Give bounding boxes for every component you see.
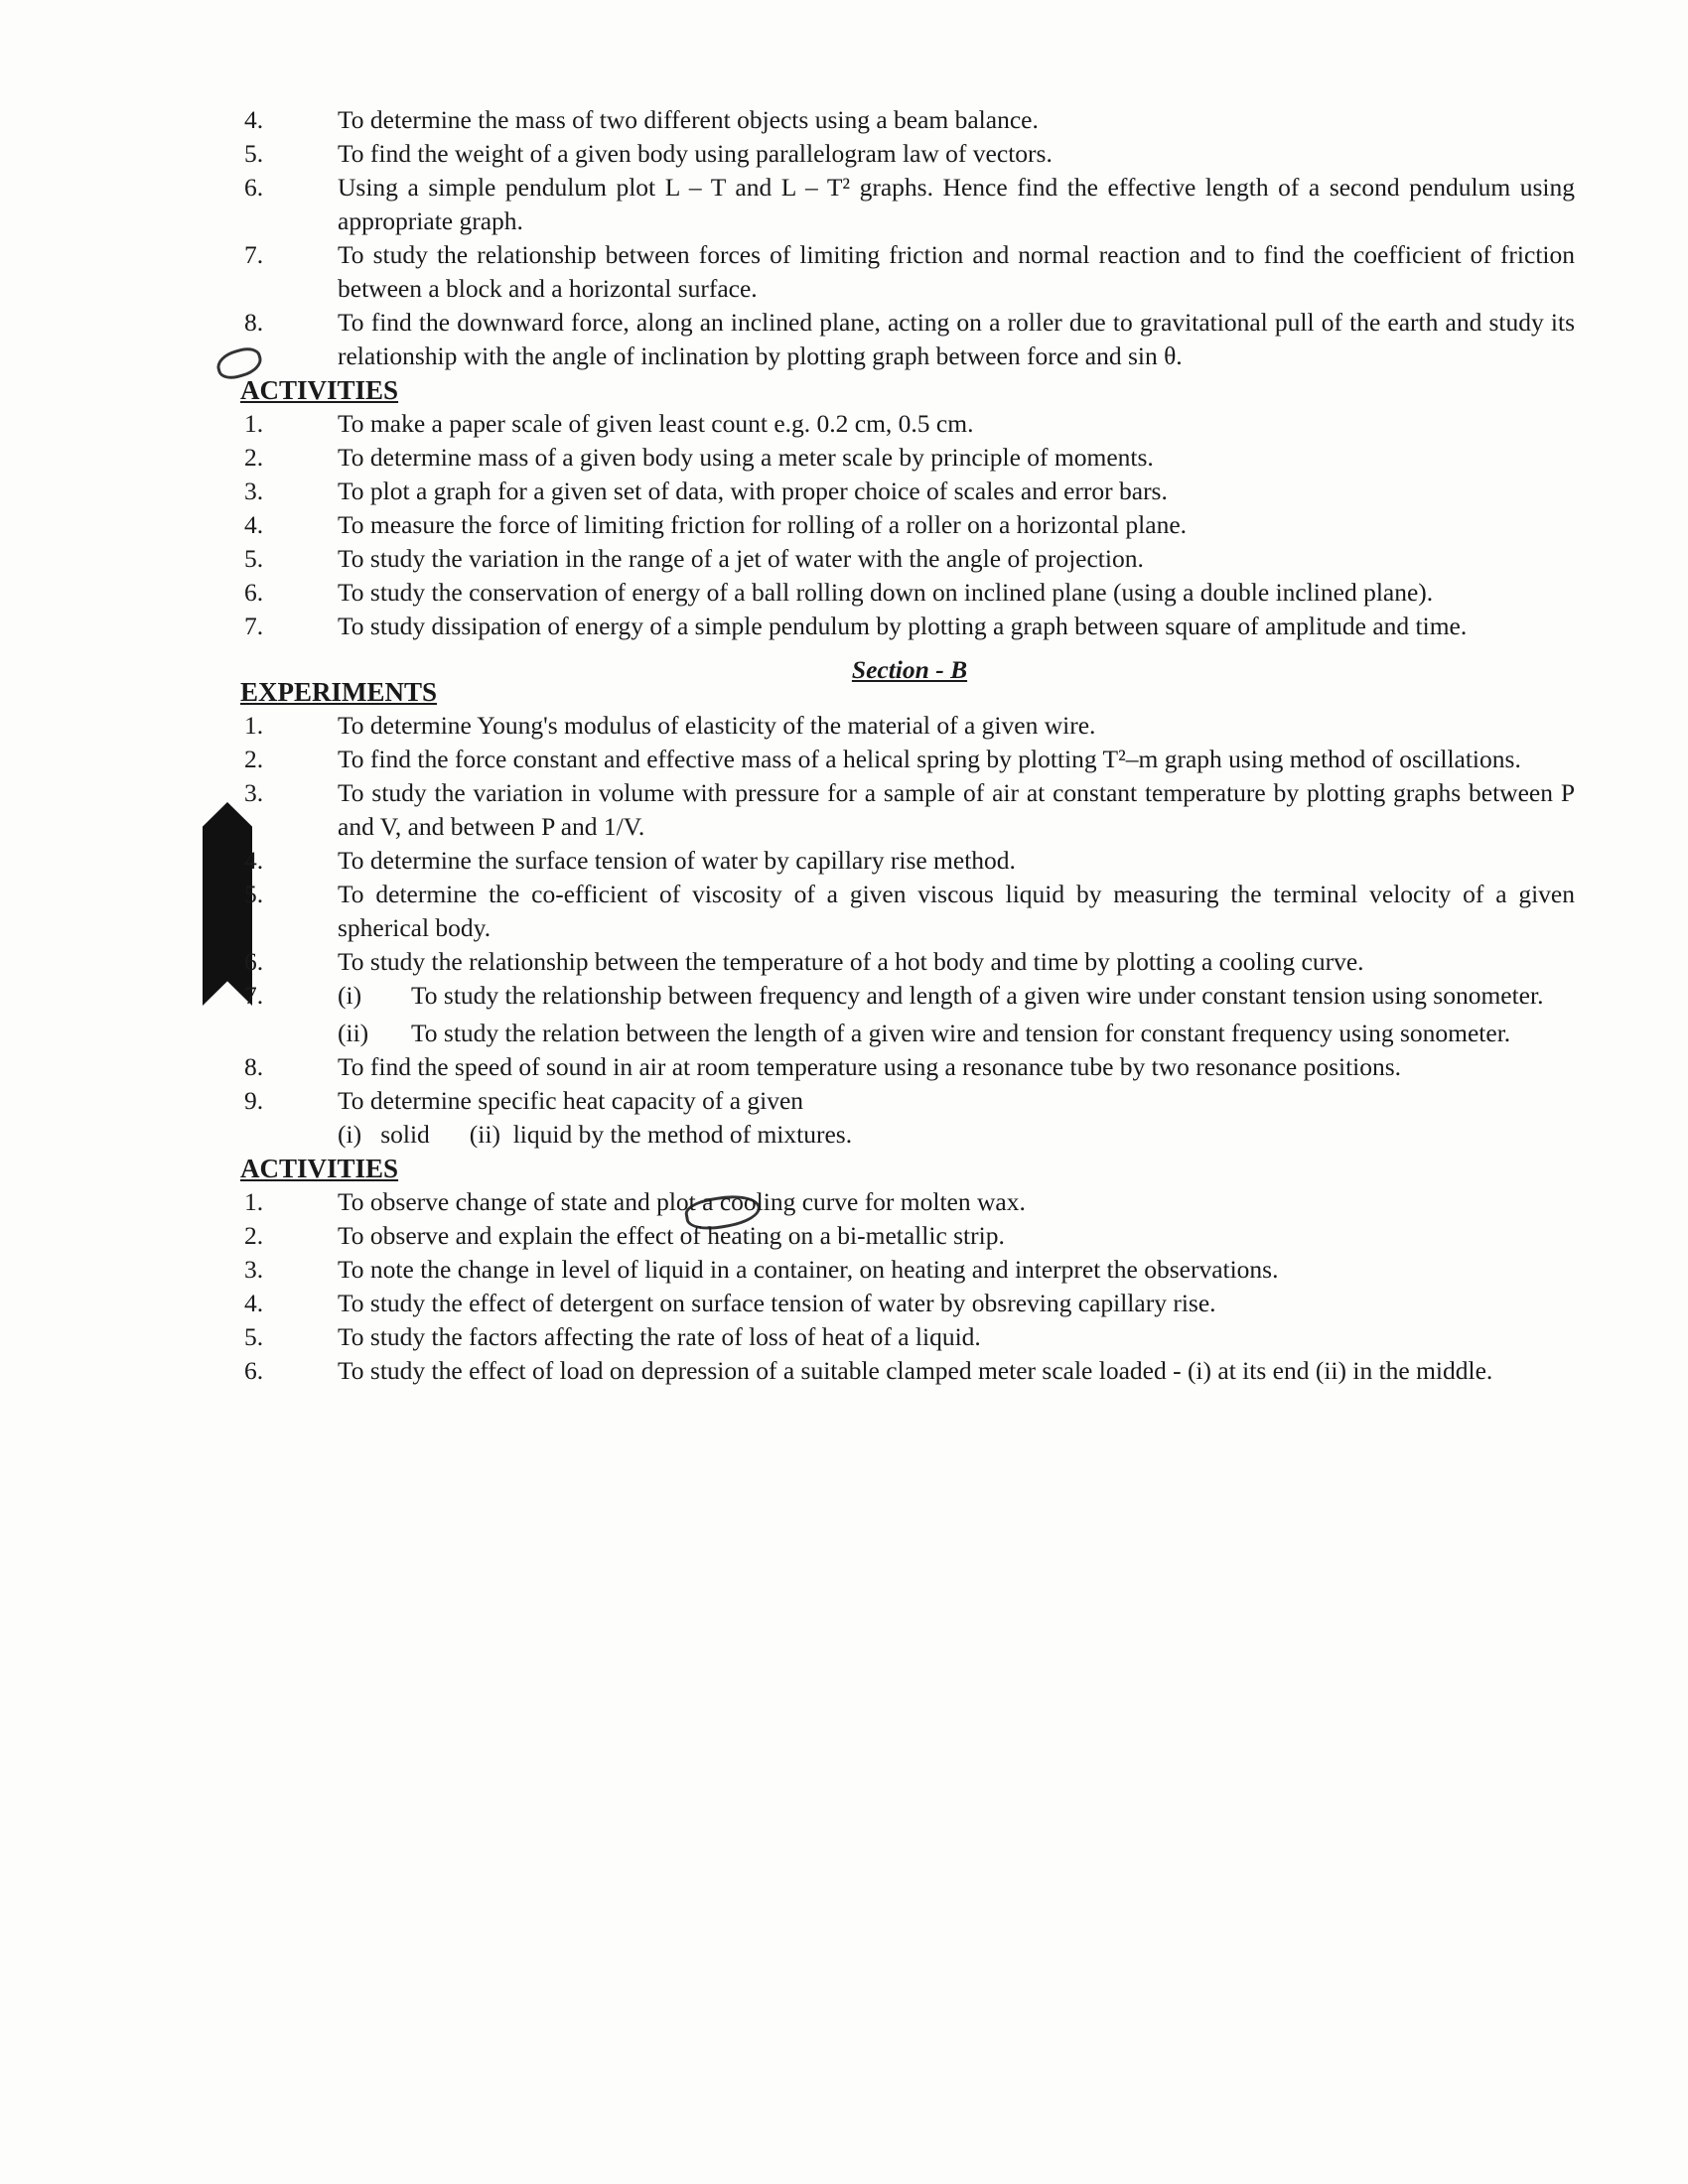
item-number: 8. bbox=[244, 1052, 264, 1081]
list-item bbox=[244, 576, 1575, 610]
section-b-title: Section - B bbox=[851, 655, 968, 684]
sub-item-number: (ii) bbox=[338, 1019, 369, 1047]
item-options bbox=[244, 1118, 1575, 1152]
item-text: To study the effect of detergent on surface tension of water by obsreving capillary rise. bbox=[338, 1289, 1216, 1317]
list-item bbox=[244, 306, 1575, 373]
item-text: To determine the surface tension of water by capillary rise method. bbox=[338, 846, 1016, 875]
list-item bbox=[244, 1287, 1575, 1320]
item-number: 8. bbox=[244, 308, 264, 337]
list-item bbox=[244, 475, 1575, 508]
item-text: To determine Young's modulus of elasticity of the material of a given wire. bbox=[338, 711, 1096, 740]
item-text: To study the effect of load on depression of a suitable clamped meter scale loaded - (i) at its end (ii) in the middle. bbox=[338, 1356, 1493, 1385]
item-number: 6. bbox=[244, 1356, 264, 1385]
list-item bbox=[244, 1185, 1575, 1219]
experiments-heading: EXPERIMENTS bbox=[240, 677, 438, 707]
item-number: 1. bbox=[244, 1187, 264, 1216]
list-item bbox=[244, 709, 1575, 743]
list-item bbox=[244, 1050, 1575, 1084]
item-number: 1. bbox=[244, 711, 264, 740]
list-item bbox=[244, 945, 1575, 979]
section-b-activities-list bbox=[244, 1185, 1575, 1388]
section-b-experiments-list bbox=[244, 709, 1575, 979]
item-number: 3. bbox=[244, 1255, 264, 1284]
list-item bbox=[244, 844, 1575, 878]
list-item bbox=[244, 238, 1575, 306]
item-text: To study the variation in volume with pressure for a sample of air at constant temperature by plotting graphs between P and V, and between P and 1/V. bbox=[338, 778, 1575, 841]
item-text: To find the force constant and effective mass of a helical spring by plotting T²–m graph using method of oscillations. bbox=[338, 745, 1521, 773]
item-number: 4. bbox=[244, 105, 264, 134]
item-number: 3. bbox=[244, 477, 264, 505]
item-number: 2. bbox=[244, 745, 264, 773]
list-item bbox=[244, 441, 1575, 475]
item-number: 6. bbox=[244, 947, 264, 976]
item-text: To study the conservation of energy of a ball rolling down on inclined plane (using a double inclined plane). bbox=[338, 578, 1434, 607]
list-item bbox=[244, 610, 1575, 643]
item-text: To determine mass of a given body using a meter scale by principle of moments. bbox=[338, 443, 1154, 472]
item-number: 9. bbox=[244, 1086, 264, 1115]
item-text: To study the relationship between forces of limiting friction and normal reaction and to find the coefficient of friction between a block and a horizontal surface. bbox=[338, 240, 1575, 303]
list-item bbox=[244, 1253, 1575, 1287]
list-item bbox=[244, 1084, 1575, 1118]
list-item bbox=[244, 542, 1575, 576]
list-item bbox=[244, 508, 1575, 542]
sub-item bbox=[338, 979, 1575, 1013]
item-text: To find the downward force, along an inclined plane, acting on a roller due to gravitational pull of the earth and study its relationship with the angle of inclination by plotting graph between force and sin θ. bbox=[338, 308, 1575, 370]
item-number: 2. bbox=[244, 443, 264, 472]
item-number: 5. bbox=[244, 1322, 264, 1351]
list-item bbox=[244, 137, 1575, 171]
item-number: 5. bbox=[244, 139, 264, 168]
item-text: To determine the co-efficient of viscosity of a given viscous liquid by measuring the terminal velocity of a given spherical body. bbox=[338, 880, 1575, 942]
option-liquid: (ii) liquid by the method of mixtures. bbox=[469, 1120, 853, 1149]
sub-item-text: To study the relation between the length of a given wire and tension for constant frequency using sonometer. bbox=[411, 1019, 1511, 1047]
item-number: 4. bbox=[244, 846, 264, 875]
activities-heading: ACTIVITIES bbox=[240, 1154, 399, 1183]
item-number: 7. bbox=[244, 612, 264, 640]
sub-item-text: To study the relationship between frequency and length of a given wire under constant tension using sonometer. bbox=[411, 981, 1544, 1010]
list-item bbox=[244, 776, 1575, 844]
item-text: To determine specific heat capacity of a given bbox=[338, 1086, 804, 1115]
item-text: Using a simple pendulum plot L – T and L – T² graphs. Hence find the effective length of a second pendulum using appropriate graph. bbox=[338, 173, 1575, 235]
item-text: To find the speed of sound in air at room temperature using a resonance tube by two resonance positions. bbox=[338, 1052, 1402, 1081]
list-item bbox=[244, 171, 1575, 238]
item-text: To determine the mass of two different objects using a beam balance. bbox=[338, 105, 1039, 134]
option-solid: (i) solid bbox=[338, 1120, 430, 1149]
item-number: 6. bbox=[244, 173, 264, 202]
list-item bbox=[244, 103, 1575, 137]
list-item bbox=[244, 979, 1575, 1050]
item-text: To observe and explain the effect of heating on a bi-metallic strip. bbox=[338, 1221, 1005, 1250]
item-number: 7. bbox=[244, 240, 264, 269]
list-item bbox=[244, 407, 1575, 441]
section-a-activities-list bbox=[244, 407, 1575, 643]
item-number: 5. bbox=[244, 544, 264, 573]
item-number: 6. bbox=[244, 578, 264, 607]
list-item bbox=[244, 1354, 1575, 1388]
sub-item-number: (i) bbox=[338, 981, 362, 1010]
item-number: 4. bbox=[244, 510, 264, 539]
item-text: To make a paper scale of given least count e.g. 0.2 cm, 0.5 cm. bbox=[338, 409, 974, 438]
activities-heading: ACTIVITIES bbox=[240, 375, 399, 405]
item-number: 2. bbox=[244, 1221, 264, 1250]
item-text: To plot a graph for a given set of data, with proper choice of scales and error bars. bbox=[338, 477, 1168, 505]
item-text: To study the variation in the range of a jet of water with the angle of projection. bbox=[338, 544, 1144, 573]
sub-item bbox=[338, 1017, 1575, 1050]
item-number: 5. bbox=[244, 880, 264, 908]
item-text: To measure the force of limiting friction for rolling of a roller on a horizontal plane. bbox=[338, 510, 1188, 539]
syllabus-page bbox=[240, 103, 1575, 1388]
list-item bbox=[244, 1219, 1575, 1253]
item-number: 3. bbox=[244, 778, 264, 807]
list-item bbox=[244, 743, 1575, 776]
item-text: To study dissipation of energy of a simple pendulum by plotting a graph between square of amplitude and time. bbox=[338, 612, 1468, 640]
item-text: To note the change in level of liquid in a container, on heating and interpret the observations. bbox=[338, 1255, 1279, 1284]
item-number: 7. bbox=[244, 981, 264, 1010]
list-item bbox=[244, 1320, 1575, 1354]
item-number: 4. bbox=[244, 1289, 264, 1317]
item-text: To study the relationship between the temperature of a hot body and time by plotting a cooling curve. bbox=[338, 947, 1364, 976]
item-text: To study the factors affecting the rate of loss of heat of a liquid. bbox=[338, 1322, 981, 1351]
section-a-experiments-list bbox=[244, 103, 1575, 373]
item-number: 1. bbox=[244, 409, 264, 438]
item-text: To observe change of state and plot a cooling curve for molten wax. bbox=[338, 1187, 1026, 1216]
list-item bbox=[244, 878, 1575, 945]
item-text: To find the weight of a given body using parallelogram law of vectors. bbox=[338, 139, 1053, 168]
